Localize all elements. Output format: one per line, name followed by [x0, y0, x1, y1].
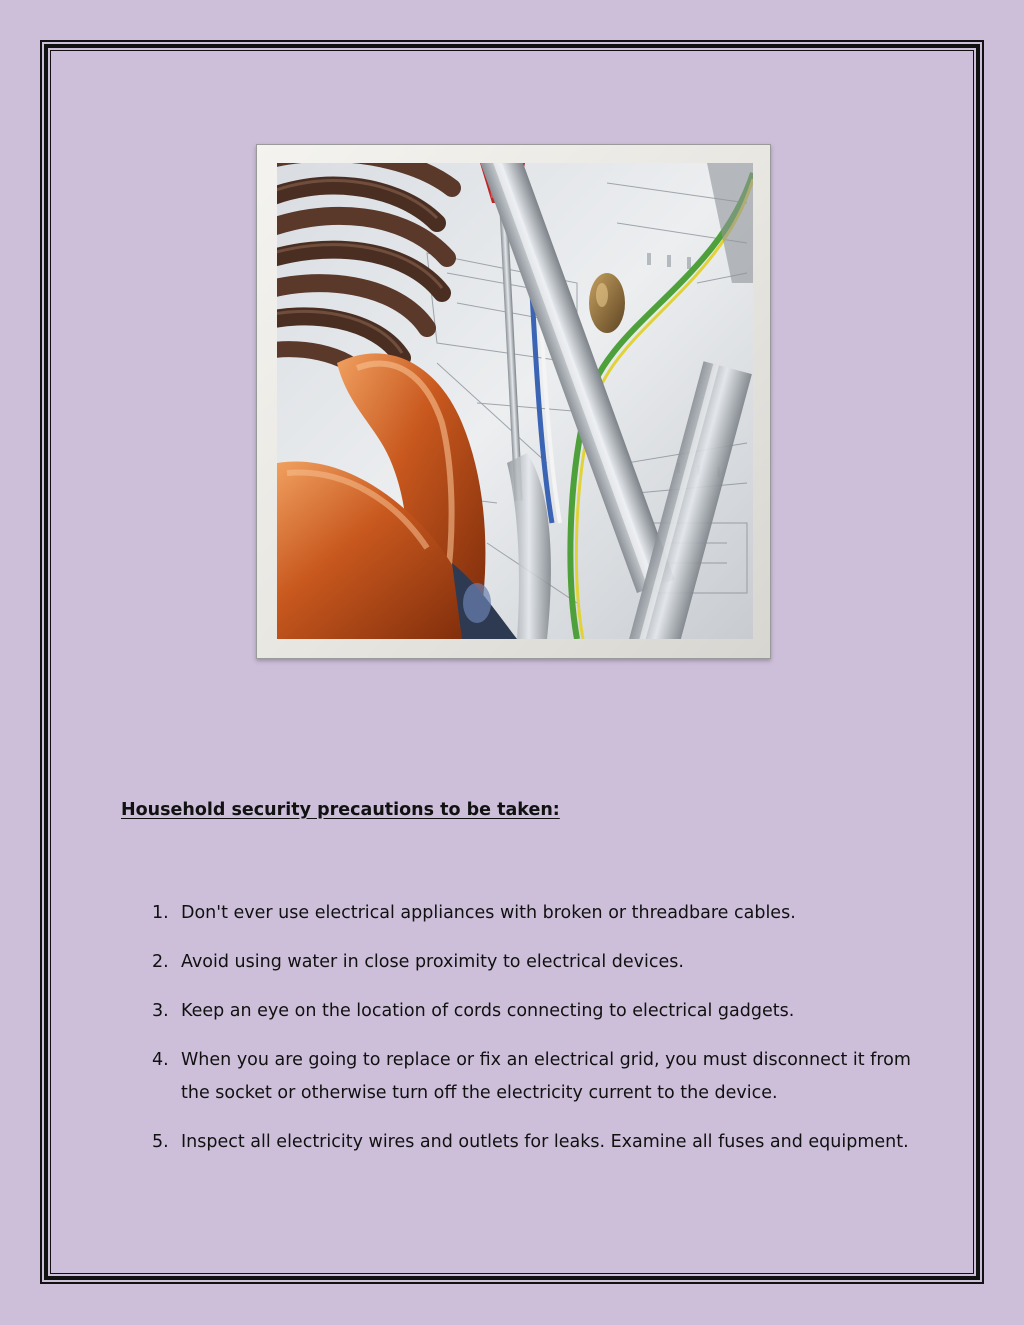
list-item [140, 1044, 930, 1110]
list-item-number: 4. [152, 1050, 169, 1070]
list-item [140, 897, 930, 930]
list-item-number: 3. [152, 1001, 169, 1021]
precautions-list [140, 897, 930, 1175]
list-item [140, 995, 930, 1028]
list-item [140, 1126, 930, 1159]
electrical-tools-photo [277, 163, 753, 639]
section-heading: Household security precautions to be taken: [121, 800, 560, 820]
list-item-text: Don't ever use electrical appliances with broken or threadbare cables. [181, 903, 796, 923]
list-item-number: 5. [152, 1132, 169, 1152]
list-item [140, 946, 930, 979]
list-item-text: Keep an eye on the location of cords connecting to electrical gadgets. [181, 1001, 795, 1021]
list-item-text: When you are going to replace or fix an electrical grid, you must disconnect it from the socket or otherwise turn off the electricity current to the device. [181, 1050, 911, 1103]
list-item-text: Inspect all electricity wires and outlets for leaks. Examine all fuses and equipment. [181, 1132, 909, 1152]
photo-frame [256, 144, 771, 659]
list-item-number: 2. [152, 952, 169, 972]
list-item-number: 1. [152, 903, 169, 923]
list-item-text: Avoid using water in close proximity to electrical devices. [181, 952, 684, 972]
